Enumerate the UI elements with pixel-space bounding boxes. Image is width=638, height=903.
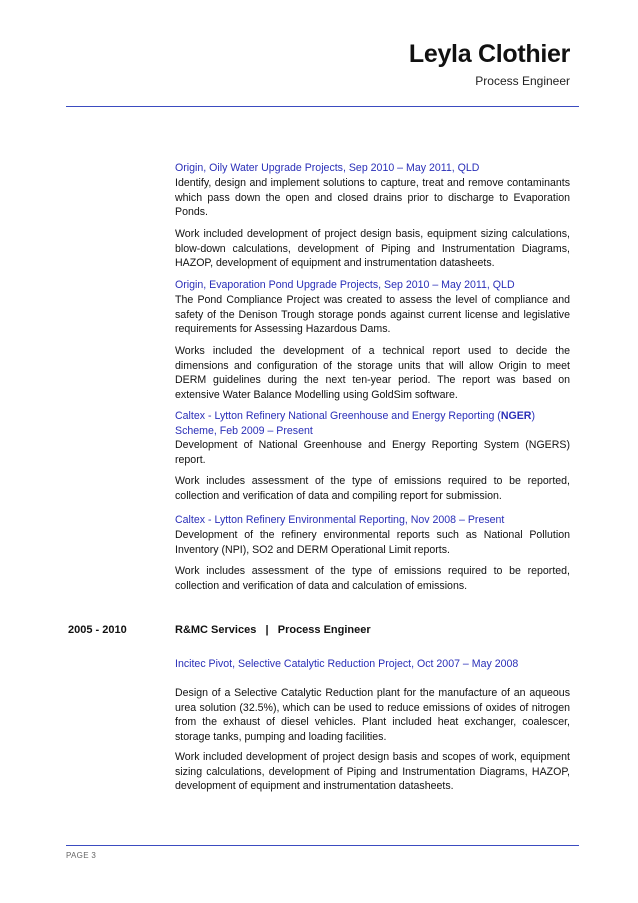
project-work: Works included the development of a technical report used to decide the dimensions and configuration of the storage units that will allow Origin to meet DERM guidelines during the next ten-year period. The report was based on extensive Water Balance Modelling using GoldSim software. <box>175 345 570 401</box>
project-title <box>175 409 570 424</box>
header-role: Process Engineer <box>475 74 570 88</box>
project-description: Development of the refinery environmental reports such as National Pollution Inventory (NPI), SO2 and DERM Operational Limit reports. <box>175 529 570 556</box>
project-description: Identify, design and implement solutions to capture, treat and remove contaminants which pass down the open and closed drains prior to discharge to Evaporation Ponds. <box>175 177 570 218</box>
project-description: Design of a Selective Catalytic Reduction plant for the manufacture of an aqueous urea solution (32.5%), which can be used to reduce emissions of oxides of nitrogen from the exhaust of diesel vehicles. Plant included heat exchanger, coalescer, storage tanks, pumping and loading facilities. <box>175 687 570 743</box>
project-description: Development of National Greenhouse and Energy Reporting System (NGERS) report. <box>175 439 570 466</box>
project-title-part: ) <box>531 410 535 422</box>
project-work: Work included development of project design basis, equipment sizing calculations, blow-down calculations, development of Piping and Instrumentation Diagrams, HAZOP, development of equipment and instrumentation datasheets. <box>175 228 570 269</box>
project-title: Caltex - Lytton Refinery Environmental Reporting, Nov 2008 – Present <box>175 514 505 526</box>
project-title: Origin, Evaporation Pond Upgrade Projects, Sep 2010 – May 2011, QLD <box>175 279 515 291</box>
project-work: Work included development of project design basis and scopes of work, equipment sizing calculations, development of Piping and Instrumentation Diagrams, HAZOP, development of equipment and instrumentation datasheets. <box>175 751 570 792</box>
project-work: Work includes assessment of the type of emissions required to be reported, collection and verification of data and calculation of emissions. <box>175 565 570 592</box>
project-work: Work includes assessment of the type of emissions required to be reported, collection and verification of data and compiling report for submission. <box>175 475 570 502</box>
project-title: Origin, Oily Water Upgrade Projects, Sep 2010 – May 2011, QLD <box>175 162 480 174</box>
nger-acronym: NGER <box>500 410 532 422</box>
header-name: Leyla Clothier <box>408 40 570 68</box>
footer-divider <box>66 845 579 846</box>
project-title: Incitec Pivot, Selective Catalytic Reduction Project, Oct 2007 – May 2008 <box>175 658 519 670</box>
project-description: The Pond Compliance Project was created to assess the level of compliance and safety of the Denison Trough storage ponds against current license and legislative requirements for Assessing Hazardous Dams. <box>175 294 570 335</box>
job-years: 2005 - 2010 <box>68 624 127 636</box>
project-dates: Scheme, Feb 2009 – Present <box>175 425 313 437</box>
header-divider <box>66 106 579 107</box>
page-number: PAGE 3 <box>66 851 97 860</box>
project-title-part: Caltex - Lytton Refinery National Greenhouse and Energy Reporting ( <box>175 410 501 422</box>
job-company-role: R&MC Services | Process Engineer <box>175 624 371 636</box>
